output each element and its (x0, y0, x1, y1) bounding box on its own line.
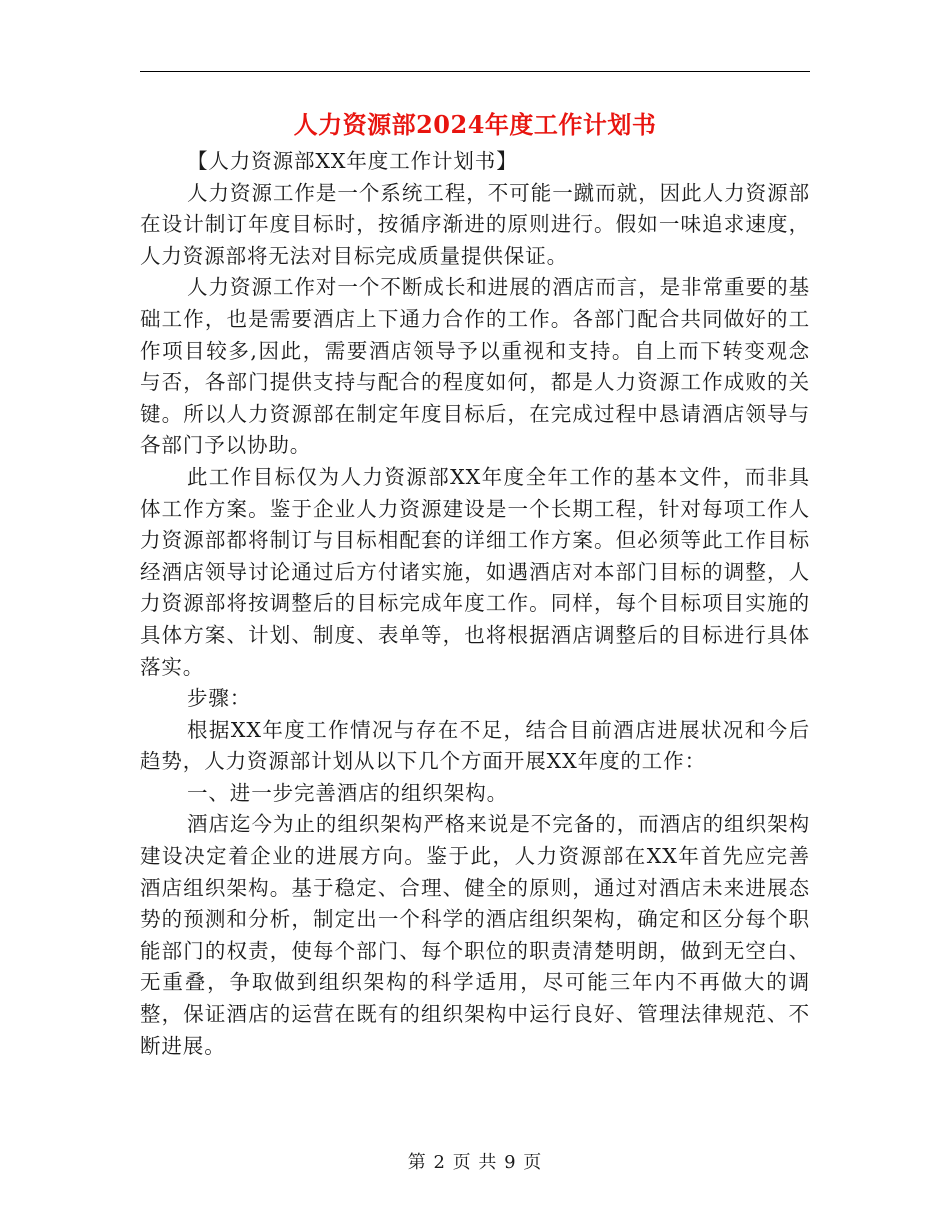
paragraph-subtitle: 【人力资源部XX年度工作计划书】 (187, 149, 518, 173)
header-rule (140, 71, 810, 72)
document-body (140, 146, 810, 1062)
section-heading-1: 一、进一步完善酒店的组织架构。 (187, 780, 508, 805)
paragraph-intro: 人力资源工作是一个系统工程，不可能一蹴而就，因此人力资源部在设计制订年度目标时，按循序渐进的原则进行。假如一味追求速度，人力资源部将无法对目标完成质量提供保证。 (140, 180, 810, 268)
paragraph-scope: 此工作目标仅为人力资源部XX年度全年工作的基本文件，而非具体工作方案。鉴于企业人力资源建设是一个长期工程，针对每项工作人力资源部都将制订与目标相配套的详细工作方案。但必须等此工作目标经酒店领导讨论通过后方付诸实施，如遇酒店对本部门目标的调整，人力资源部将按调整后的目标完成年度工作。同样，每个目标项目实施的具体方案、计划、制度、表单等，也将根据酒店调整后的目标进行具体落实。 (140, 464, 810, 679)
document-title: 人力资源部2024年度工作计划书 (293, 110, 657, 139)
paragraph-importance: 人力资源工作对一个不断成长和进展的酒店而言，是非常重要的基础工作，也是需要酒店上下通力合作的工作。各部门配合共同做好的工作项目较多,因此，需要酒店领导予以重视和支持。自上而下转变观念与否，各部门提供支持与配合的程度如何，都是人力资源工作成败的关键。所以人力资源部在制定年度目标后，在完成过程中恳请酒店领导与各部门予以协助。 (140, 275, 810, 458)
paragraph-steps-heading: 步骤： (187, 686, 252, 711)
page-number: 第 2 页 共 9 页 (407, 1152, 543, 1173)
paragraph-plan-overview: 根据XX年度工作情况与存在不足，结合目前酒店进展状况和今后趋势，人力资源部计划从以下几个方面开展XX年度的工作： (140, 717, 810, 774)
paragraph-org-structure: 酒店迄今为止的组织架构严格来说是不完备的，而酒店的组织架构建设决定着企业的进展方向。鉴于此，人力资源部在XX年首先应完善酒店组织架构。基于稳定、合理、健全的原则，通过对酒店未来进展态势的预测和分析，制定出一个科学的酒店组织架构，确定和区分每个职能部门的权责，使每个部门、每个职位的职责清楚明朗，做到无空白、无重叠，争取做到组织架构的科学适用，尽可能三年内不再做大的调整，保证酒店的运营在既有的组织架构中运行良好、管理法律规范、不断进展。 (140, 812, 810, 1058)
